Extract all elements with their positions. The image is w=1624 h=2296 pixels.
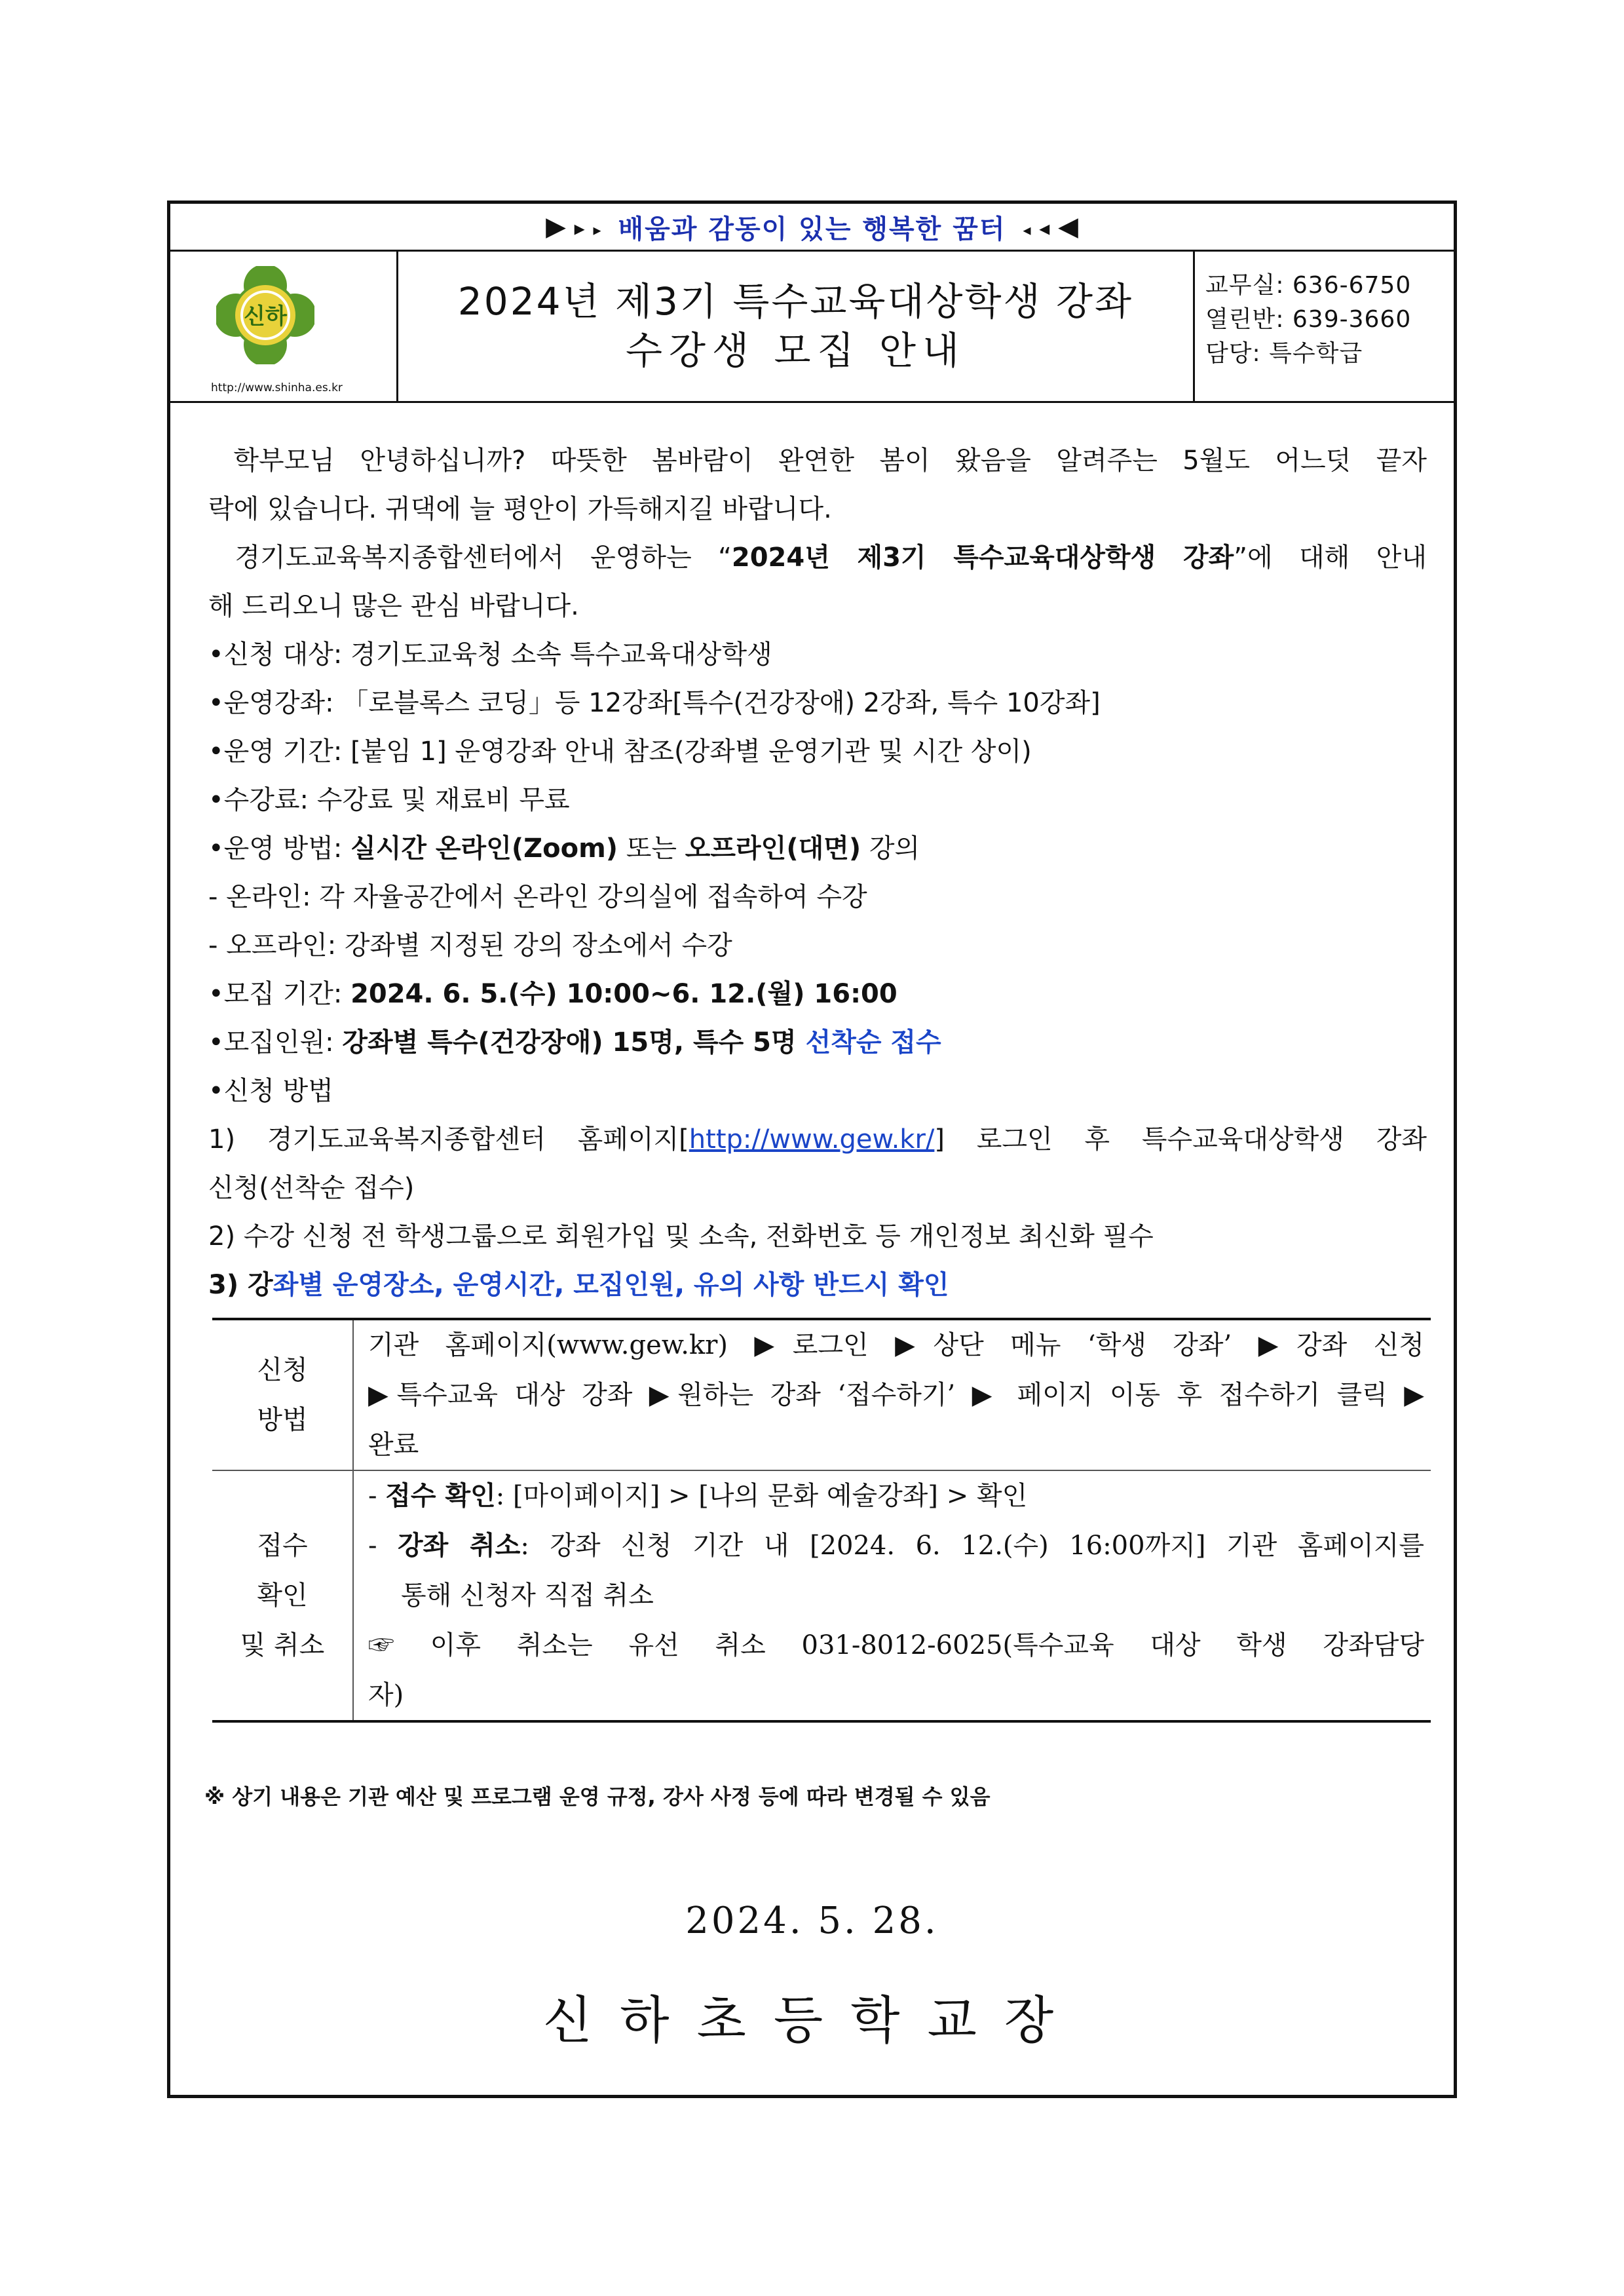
online-subitem: - 온라인: 각 자율공간에서 온라인 강의실에 접속하여 수강 xyxy=(208,882,867,912)
apply-step-3: 3) 강좌별 운영장소, 운영시간, 모집인원, 유의 사항 반드시 확인 xyxy=(208,1270,949,1300)
document-title: 2024년 제3기 특수교육대상학생 강좌 xyxy=(457,278,1134,324)
slogan-text: 배움과 감동이 있는 행복한 꿈터 xyxy=(618,214,1006,244)
apply-method-label: 신청 방법 xyxy=(212,1320,354,1470)
courses-item: •운영강좌: 「로블록스 코딩」등 12강좌[특수(건강장애) 2강좌, 특수 10강좌] xyxy=(208,688,1101,718)
recruit-number-item: •모집인원: 강좌별 특수(건강장애) 15명, 특수 5명 선착순 접수 xyxy=(208,1027,941,1058)
issue-date: 2024. 5. 28. xyxy=(685,1900,939,1942)
document-frame xyxy=(167,201,1457,2098)
logo-cell xyxy=(170,252,398,401)
cancel-label: 접수 확인 및 취소 xyxy=(212,1471,354,1720)
cancel-line: - 강좌 취소: 강좌 신청 기간 내 [2024. 6. 12.(수) 16:00까지] 기관 홈페이지를 xyxy=(368,1530,1424,1561)
header-table xyxy=(170,252,1454,403)
fee-item: •수강료: 수강료 및 재료비 무료 xyxy=(208,785,570,815)
recruit-period-item: •모집 기간: 2024. 6. 5.(수) 10:00~6. 12.(월) 16:00 xyxy=(208,979,897,1009)
greeting-line: 락에 있습니다. 귀댁에 늘 평안이 가득해지길 바랍니다. xyxy=(208,494,832,524)
apply-step-2: 2) 수강 신청 전 학생그룹으로 회원가입 및 소속, 전화번호 등 개인정보 최신화 필수 xyxy=(208,1221,1154,1252)
cancel-cell: - 접수 확인: [마이페이지] > [나의 문화 예술강좌] > 확인 - 강좌 취소: 강좌 신청 기간 내 [2024. 6. 12.(수) 16:00까지] 기관 홈페이지를 통해 신청자 직접 취소 ☞ 이후 취소는 유선 취소 031-8012-6025(특수교육 대상 학생 강좌담당 자) xyxy=(354,1471,1431,1720)
contact-open-class: 열린반: 639-3660 xyxy=(1205,306,1412,333)
title-cell xyxy=(398,252,1195,401)
intro-line: 경기도교육복지종합센터에서 운영하는 “2024년 제3기 특수교육대상학생 강좌”에 대해 안내 xyxy=(235,543,1427,573)
contact-office: 교무실: 636-6750 xyxy=(1205,272,1412,299)
contact-cell xyxy=(1195,252,1454,401)
slogan-bar xyxy=(170,204,1454,252)
offline-subitem: - 오프라인: 강좌별 지정된 강의 장소에서 수강 xyxy=(208,930,732,961)
apply-method-cell: 기관 홈페이지(www.gew.kr) ▶로그인 ▶상단 메뉴 ‘학생 강좌’ ▶강좌 신청 ▶특수교육 대상 강좌 ▶원하는 강좌 ‘접수하기’ ▶ 페이지 이동 후 접수하기 클릭 ▶ 완료 xyxy=(368,1330,1424,1460)
right-arrows-icon: ▶ ▸ ▸ xyxy=(546,212,601,242)
target-item: •신청 대상: 경기도교육청 소속 특수교육대상학생 xyxy=(208,640,772,670)
gew-link[interactable]: http://www.gew.kr/ xyxy=(689,1124,935,1155)
logo-text: 신하 xyxy=(244,303,287,330)
apply-step-1-cont: 신청(선착순 접수) xyxy=(208,1173,415,1203)
apply-step-1: 1) 경기도교육복지종합센터 홈페이지[http://www.gew.kr/] 로그인 후 특수교육대상학생 강좌 xyxy=(208,1124,1427,1155)
greeting-line: 학부모님 안녕하십니까? 따뜻한 봄바람이 완연한 봄이 왔음을 알려주는 5월도 어느덧 끝자 xyxy=(233,446,1427,476)
confirm-line: - 접수 확인: [마이페이지] > [나의 문화 예술강좌] > 확인 xyxy=(368,1480,1028,1511)
principal-signature: 신하초등학교장 xyxy=(542,1991,1082,2050)
table-row xyxy=(212,1320,1431,1470)
apply-table xyxy=(212,1318,1431,1723)
left-arrows-icon: ◂ ◂ ◀ xyxy=(1023,212,1078,242)
method-item: •운영 방법: 실시간 온라인(Zoom) 또는 오프라인(대면) 강의 xyxy=(208,833,920,864)
school-url: http://www.shinha.es.kr xyxy=(211,381,343,394)
table-row xyxy=(212,1470,1431,1720)
period-item: •운영 기간: [붙임 1] 운영강좌 안내 참조(강좌별 운영기관 및 시간 상이) xyxy=(208,737,1032,767)
apply-method-item: •신청 방법 xyxy=(208,1076,333,1106)
intro-line: 해 드리오니 많은 관심 바랍니다. xyxy=(208,591,579,621)
letter-body xyxy=(208,436,1427,1309)
school-logo xyxy=(216,266,314,364)
contact-manager: 담당: 특수학급 xyxy=(1205,340,1363,367)
document-subtitle: 수강생 모집 안내 xyxy=(625,328,966,373)
notice-text: ※ 상기 내용은 기관 예산 및 프로그램 운영 규정, 강사 사정 등에 따라 변경될 수 있음 xyxy=(204,1784,991,1809)
